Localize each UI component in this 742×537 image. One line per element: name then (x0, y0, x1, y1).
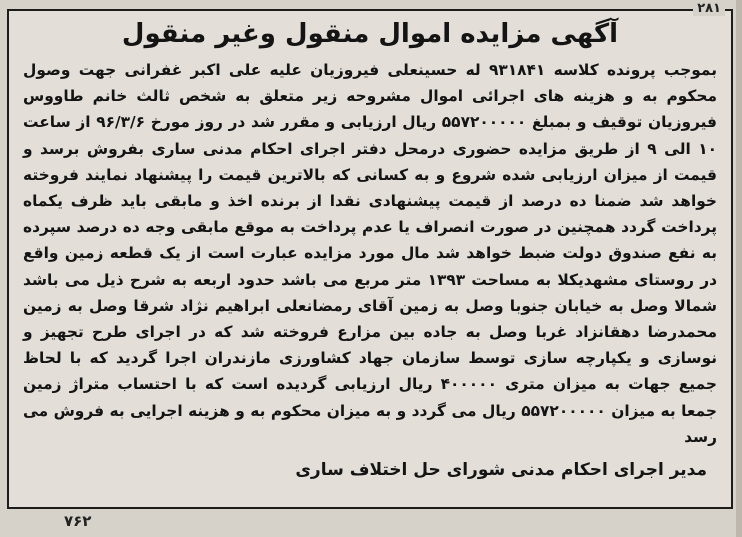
auction-notice-box (7, 1, 733, 509)
footer-number: ۷۶۲ (64, 512, 92, 530)
paper-edge (736, 0, 742, 537)
notice-title: آگهی مزایده اموال منقول وغیر منقول (121, 19, 619, 49)
notice-body: بموجب پرونده کلاسه ۹۳۱۸۴۱ له حسینعلی فیروزیان علیه علی اکبر غفرانی جهت وصول محکوم به و هزینه های اجرائی اموال مشروحه زیر متعلق به شخص ثالث خانم طاووس فیروزیان توقیف و بمبلغ ۵۵۷۲۰۰۰۰۰ ریال ارزیابی و مقرر شد در روز مورخ ۹۶/۳/۶ از ساعت ۱۰ الی ۹ از طریق مزایده حضوری درمحل دفتر اجرای احکام مدنی ساری بفروش برسد و قیمت از میزان ارزیابی شده شروع و به کسانی که بالاترین قیمت را پیشنهاد نمایند فروخته خواهد شد ضمنا ده درصد از قیمت پیشنهادی نقدا از برنده اخذ و مابقی باید ظرف یکماه پرداخت گردد همچنین در صورت انصراف یا عدم پرداخت به موقع مابقی وجه ده درصد سپرده به نفع صندوق دولت ضبط خواهد شد مال مورد مزایده عبارت است از یک قطعه زمین واقع در روستای مشهدیکلا به مساحت ۱۳۹۳ متر مربع می باشد حدود اربعه به شرح ذیل می باشد شمالا وصل به خیابان جنوبا وصل به زمین آقای رمضانعلی ابراهیم نژاد شرقا وصل به زمین محمدرضا دهقانزاد غربا وصل به جاده بین مزارع فروخته شد که در اجرای طرح تجهیز و نوسازی و یکپارچه سازی توسط سازمان جهاد کشاورزی مازندران اجرا گردید که با لحاظ جمیع جهات به میزان متری ۴۰۰۰۰۰ ریال ارزیابی گردیده است که با احتساب متراژ زمین جمعا به میزان ۵۵۷۲۰۰۰۰۰ ریال می گردد و به میزان محکوم به و هزینه اجرایی به فروش می رسد (23, 61, 718, 446)
corner-number: ۲۸۱ (693, 1, 725, 16)
notice-signature: مدیر اجرای احکام مدنی شورای حل اختلاف ساری (295, 460, 707, 481)
